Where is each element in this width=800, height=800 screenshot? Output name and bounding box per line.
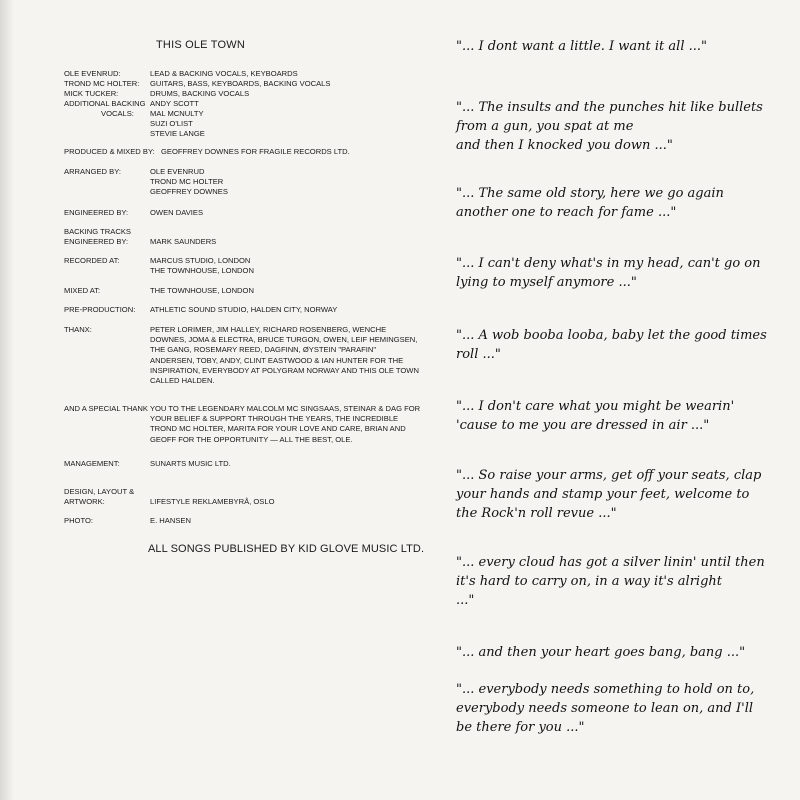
credit-label: PHOTO: — [64, 516, 93, 525]
lyric-quote — [456, 37, 707, 56]
credit-value-line: PETER LORIMER, JIM HALLEY, RICHARD ROSENBERG, WENCHE — [150, 325, 387, 334]
lyric-line: "... A wob booba looba, baby let the good times — [456, 328, 767, 343]
credit-value-line: GEOFFREY DOWNES — [150, 187, 228, 197]
lyric-line: "... So raise your arms, get off your seats, clap — [456, 468, 762, 483]
lyric-line: "... I dont want a little. I want it all ..." — [456, 39, 707, 54]
credit-label: PRE-PRODUCTION: — [64, 305, 136, 314]
lyric-line: another one to reach for fame ..." — [456, 205, 677, 220]
lyric-line: lying to myself anymore ..." — [456, 275, 637, 290]
special-thanks-line: YOUR BELIEF & SUPPORT THROUGH THE YEARS, THE INCREDIBLE — [150, 414, 399, 424]
credit-label: TROND MC HOLTER: — [64, 79, 140, 88]
credit-label: MICK TUCKER: — [64, 89, 119, 98]
credit-label — [64, 487, 152, 507]
credit-label: ADDITIONAL BACKING — [64, 99, 146, 108]
credit-value — [150, 256, 450, 276]
credit-label: VOCALS: — [101, 109, 134, 118]
credit-value-line: THE TOWNHOUSE, LONDON — [150, 266, 254, 276]
credit-value-line: INSPIRATION, EVERYBODY AT POLYGRAM NORWAY AND THIS OLE TOWN — [150, 365, 419, 375]
credit-value-line: SUZI O'LIST — [150, 119, 193, 129]
lyric-line: and then I knocked you down ..." — [456, 138, 673, 153]
lyric-line: "... The insults and the punches hit like bullets — [456, 100, 763, 115]
credit-value-line: MARCUS STUDIO, LONDON — [150, 256, 251, 265]
credit-value — [150, 286, 450, 296]
credit-label: ARRANGED BY: — [64, 167, 121, 176]
credit-value — [161, 147, 461, 157]
lyric-quote — [456, 326, 767, 364]
special-thanks-line: AND A SPECIAL THANK YOU TO THE LEGENDARY MALCOLM MC SINGSAAS, STEINAR & DAG FOR — [64, 404, 421, 413]
publisher-line: ALL SONGS PUBLISHED BY KID GLOVE MUSIC LTD. — [148, 543, 425, 555]
credit-value-line: LIFESTYLE REKLAMEBYRÅ, OSLO — [150, 497, 275, 506]
lyric-line: everybody needs someone to lean on, and I'll — [456, 701, 754, 716]
credit-value — [150, 89, 450, 99]
lyric-quote — [456, 184, 724, 222]
credit-value-line: LEAD & BACKING VOCALS, KEYBOARDS — [150, 69, 298, 78]
lyric-quote — [456, 98, 763, 155]
credit-value — [150, 516, 450, 526]
lyric-quote — [456, 553, 765, 610]
credit-value-line: DRUMS, BACKING VOCALS — [150, 89, 250, 98]
lyric-line: "... I can't deny what's in my head, can't go on — [456, 256, 761, 271]
credit-value-line: CALLED HALDEN. — [150, 376, 215, 386]
lyric-quote — [456, 680, 754, 737]
lyric-line: from a gun, you spat at me — [456, 119, 634, 134]
lyric-line: it's hard to carry on, in a way it's alright — [456, 574, 722, 589]
lyric-line: be there for you ..." — [456, 720, 585, 735]
credit-value-line: MARK SAUNDERS — [150, 237, 217, 246]
credit-value-line: ANDERSEN, TOBY, ANDY, CLINT EASTWOOD & IAN HUNTER FOR THE — [150, 355, 404, 365]
lyric-line: the Rock'n roll revue ..." — [456, 506, 617, 521]
credit-value — [150, 237, 450, 247]
lyric-line: "... I don't care what you might be wearin' — [456, 399, 735, 414]
lyric-line: ..." — [456, 593, 475, 608]
credit-value — [150, 497, 450, 507]
lyric-quote — [456, 643, 745, 662]
credit-value — [150, 79, 450, 89]
credit-value-line: MAL MCNULTY — [150, 109, 204, 118]
lyric-line: 'cause to me you are dressed in air ..." — [456, 418, 710, 433]
credit-value-line: ANDY SCOTT — [150, 99, 199, 108]
credit-value — [150, 69, 450, 79]
credit-value-line: GUITARS, BASS, KEYBOARDS, BACKING VOCALS — [150, 79, 331, 88]
credit-label-line: DESIGN, LAYOUT & — [64, 487, 135, 496]
lyrics-column — [440, 0, 800, 800]
credit-label-line: ARTWORK: — [64, 497, 105, 507]
credit-value-line: DOWNES, JOMA & ELECTRA, BRUCE TURGON, OWEN, LEIF HEMINGSEN, — [150, 335, 418, 345]
credit-value — [150, 208, 450, 218]
special-thanks — [64, 404, 421, 445]
credit-value — [150, 325, 440, 386]
credit-value-line: GEOFFREY DOWNES FOR FRAGILE RECORDS LTD. — [161, 147, 350, 156]
credit-value — [150, 305, 450, 315]
lyric-quote — [456, 254, 761, 292]
lyric-quote — [456, 397, 734, 435]
credit-value — [150, 99, 450, 109]
credit-value-line: THE GANG, ROSEMARY REED, DAGFINN, ØYSTEIN "PARAFIN" — [150, 345, 377, 355]
credit-value-line: STEVIE LANGE — [150, 129, 205, 139]
credit-label: RECORDED AT: — [64, 256, 120, 265]
lyric-line: your hands and stamp your feet, welcome to — [456, 487, 750, 502]
credit-label: OLE EVENRUD: — [64, 69, 121, 78]
special-thanks-line: TROND MC HOLTER, MARITA FOR YOUR LOVE AND CARE, BRIAN AND — [150, 424, 406, 434]
credit-label: PRODUCED & MIXED BY: — [64, 147, 155, 156]
credit-label: ENGINEERED BY: — [64, 208, 129, 217]
credit-value-line: OWEN DAVIES — [150, 208, 204, 217]
credit-value — [150, 167, 450, 198]
credits-title: THIS OLE TOWN — [156, 39, 245, 51]
credit-value-line: OLE EVENRUD — [150, 167, 205, 176]
credit-value-line: E. HANSEN — [150, 516, 191, 525]
credit-label: THANX: — [64, 325, 92, 334]
credit-value-line: SUNARTS MUSIC LTD. — [150, 459, 231, 468]
lyric-line: "... and then your heart goes bang, bang ..." — [456, 645, 746, 660]
lyric-line: "... The same old story, here we go again — [456, 186, 724, 201]
credit-value-line: ATHLETIC SOUND STUDIO, HALDEN CITY, NORWAY — [150, 305, 338, 314]
lyric-line: "... every cloud has got a silver linin' until then — [456, 555, 765, 570]
credit-value — [150, 459, 450, 469]
credit-label: MIXED AT: — [64, 286, 101, 295]
credit-label — [64, 227, 152, 247]
lyric-line: "... everybody needs something to hold on to, — [456, 682, 755, 697]
credit-label: MANAGEMENT: — [64, 459, 120, 468]
lyric-line: roll ..." — [456, 347, 501, 362]
special-thanks-line: GEOFF FOR THE OPPORTUNITY — ALL THE BEST, OLE. — [150, 434, 353, 444]
credit-value — [150, 109, 450, 140]
credit-value-line: TROND MC HOLTER — [150, 177, 224, 187]
lyric-quote — [456, 466, 761, 523]
credit-label-line: ENGINEERED BY: — [64, 237, 129, 247]
credit-value-line: THE TOWNHOUSE, LONDON — [150, 286, 254, 295]
credit-label-line: BACKING TRACKS — [64, 227, 131, 236]
